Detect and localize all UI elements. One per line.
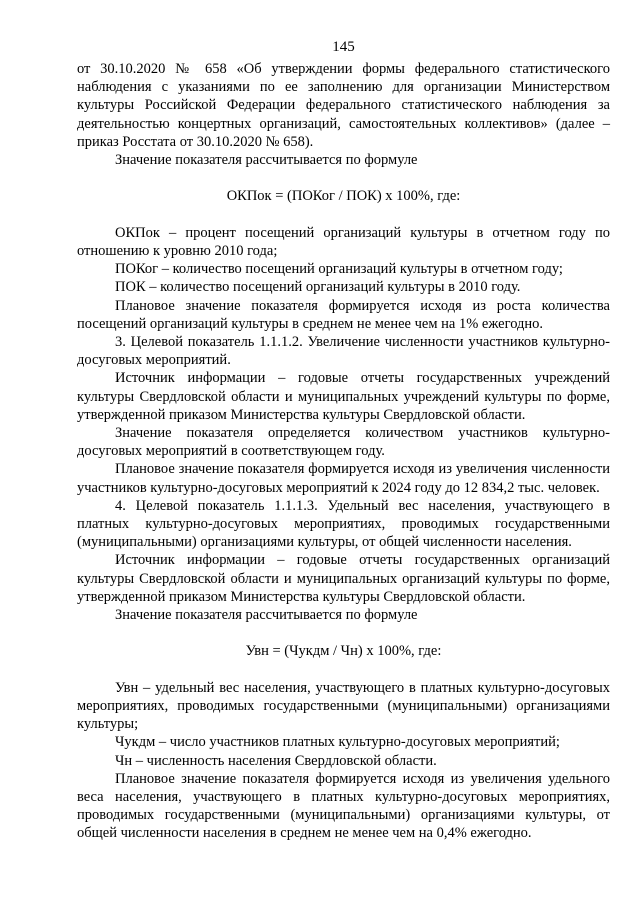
paragraph-formula-intro: Значение показателя рассчитывается по формуле: [115, 607, 418, 624]
paragraph-order-reference: от 30.10.2020 № 658 «Об утверждении формы федерального статистического наблюдения с указаниями по ее заполнению для организации Министерством культуры Российской Федерации федерального статистического наблюдения за деятельностью концертных организаций, самостоятельных коллективов» (далее – приказ Росстата от 30.10.2020 № 658).: [77, 61, 610, 150]
paragraph-indicator-4: 4. Целевой показатель 1.1.1.3. Удельный вес населения, участвующего в платных культурно-досуговых мероприятиях, проводимых государственными (муниципальными) организациями культуры, от общей численности населения.: [77, 497, 610, 551]
definition-okpok: ОКПок – процент посещений организаций культуры в отчетном году по отношению к уровню 2010 года;: [77, 224, 610, 259]
paragraph-formula-intro: Значение показателя рассчитывается по формуле: [115, 152, 418, 169]
spacer: [77, 661, 610, 679]
definition-pok: ПОК – количество посещений организаций культуры в 2010 году.: [115, 279, 521, 296]
definition-chn: Чн – численность населения Свердловской области.: [115, 752, 437, 769]
spacer: [77, 169, 610, 187]
formula-okpok: ОКПок = (ПОКог / ПОК) х 100%, где:: [226, 188, 461, 205]
spacer: [77, 206, 610, 224]
definition-chukdm: Чукдм – число участников платных культурно-досуговых мероприятий;: [115, 734, 560, 751]
paragraph-value-definition: Значение показателя определяется количеством участников культурно-досуговых мероприятий в соответствующем году.: [77, 425, 610, 460]
definition-pokog: ПОКог – количество посещений организаций культуры в отчетном году;: [115, 261, 563, 278]
page-number: 145: [332, 39, 355, 55]
paragraph-planned-value: Плановое значение показателя формируется исходя из увеличения удельного веса населения, участвующего в платных культурно-досуговых мероприятиях, проводимых государственными (муниципальными) организациями культуры, от общей численности населения в среднем не менее чем на 0,4% ежегодно.: [77, 770, 610, 842]
paragraph-source-info: Источник информации – годовые отчеты государственных организаций культуры Свердловской области и муниципальных организаций культуры по форме, утвержденной приказом Министерства культуры Свердловской области.: [77, 552, 610, 605]
formula-uvn: Увн = (Чукдм / Чн) х 100%, где:: [245, 643, 442, 660]
paragraph-indicator-3: 3. Целевой показатель 1.1.1.2. Увеличение численности участников культурно-досуговых мероприятий.: [77, 334, 610, 369]
definition-uvn: Увн – удельный вес населения, участвующего в платных культурно-досуговых мероприятиях, проводимых государственными (муниципальными) организациями культуры;: [77, 679, 610, 733]
paragraph-planned-value: Плановое значение показателя формируется исходя из увеличения численности участников культурно-досуговых мероприятий к 2024 году до 12 834,2 тыс. человек.: [77, 461, 610, 496]
spacer: [77, 624, 610, 642]
paragraph-planned-value: Плановое значение показателя формируется исходя из роста количества посещений организаций культуры в среднем не менее чем на 1% ежегодно.: [77, 297, 610, 332]
paragraph-source-info: Источник информации – годовые отчеты государственных учреждений культуры Свердловской области и муниципальных учреждений культуры по форме, утвержденной приказом Министерства культуры Свердловской области.: [77, 370, 610, 423]
